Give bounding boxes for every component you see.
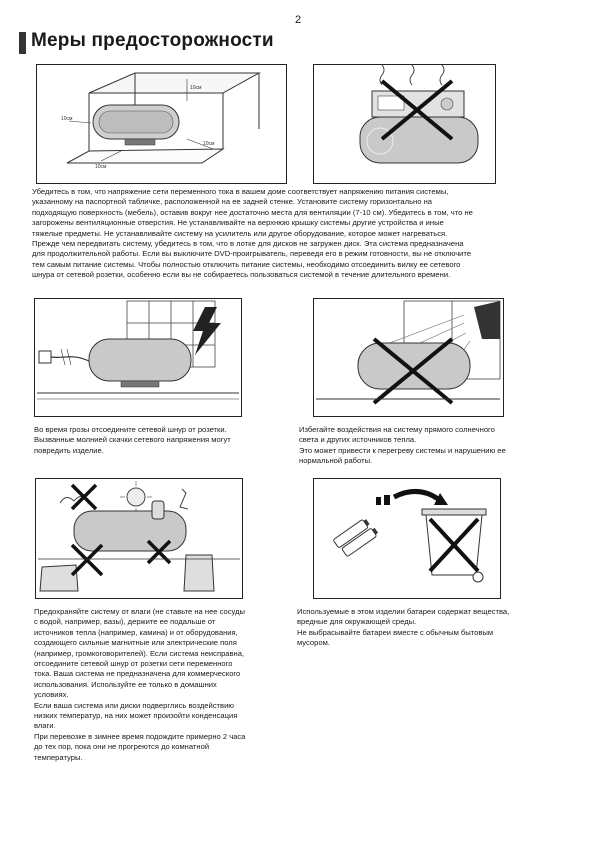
text-line: с водой, например, вазы), держите ее подальше от [34, 617, 216, 627]
dim-label-bottom: 10см [95, 164, 107, 170]
moisture-heat-illustration [35, 478, 243, 599]
text-line: подходящую поверхность (мебель), оставив вокруг нее достаточно места для вентиляции (7-10 см). Убедитесь в том, что не [32, 207, 473, 217]
dim-label-left: 10см [61, 116, 73, 122]
storm-warning-paragraph [34, 425, 264, 456]
text-line: Во время грозы отсоедините сетевой шнур от розетки. [34, 425, 227, 434]
moisture-warning-paragraph [34, 607, 270, 763]
text-line: загорожены вентиляционные отверстия. Не устанавливайте на верхнюю крышку системы другие устройства и иные [32, 218, 444, 228]
text-line: тока. Ваша система не предназначена для коммерческого [34, 669, 241, 679]
text-line: условиях. [34, 690, 69, 700]
text-line: Прежде чем передвигать систему, убедитесь в том, что в лотке для дисков не загружен диск. Эта система предназначена [32, 239, 464, 249]
text-line: для продолжительной работы. Если вы выключите DVD-проигрыватель, переведя его в режим готовности, вы не отключите [32, 249, 472, 259]
text-line: шнура от сетевой розетки, особенно если вы не собираетесь пользоваться системой в течение длительного времени. [32, 270, 451, 280]
text-line: Это может привести к перегреву системы и нарушению ее [299, 445, 506, 455]
intro-paragraph [32, 187, 567, 281]
text-line: влаги. [34, 721, 56, 731]
sunlight-warning-paragraph [299, 425, 559, 467]
text-line: При перевозке в зимнее время подождите примерно 2 часа [34, 731, 246, 741]
text-line: Не выбрасывайте батареи вместе с обычным бытовым [297, 627, 494, 637]
battery-disposal-illustration [313, 478, 501, 599]
text-line: указанному на паспортной табличке, расположенной на ее задней стенке. Установите систему горизонтально на [32, 197, 432, 207]
text-line: Избегайте воздействия на систему прямого солнечного [299, 425, 495, 434]
text-line: (например, громкоговорителей). Если система неисправна, [34, 648, 245, 658]
text-line: повредить изделие. [34, 445, 104, 455]
text-line: Предохраняйте систему от влаги (не ставьте на нее сосуды [34, 607, 245, 616]
text-line: света и других источников тепла. [299, 435, 417, 445]
text-line: тем самым питание системы. Чтобы полностью отключить питание системы, необходимо отсоединить вилку ее сетевого [32, 259, 461, 269]
no-stacking-on-amplifier-illustration [313, 64, 496, 184]
text-line: Убедитесь в том, что напряжение сети переменного тока в вашем доме соответствует напряжению питания системы, [32, 187, 449, 196]
text-line: источников тепла (например, камина) и от оборудования, [34, 627, 238, 637]
battery-warning-paragraph [297, 607, 567, 649]
text-line: отсоедините сетевой шнур от розетки сети переменного [34, 659, 233, 669]
dim-label-top: 10см [190, 85, 202, 91]
text-line: Используемые в этом изделии батареи содержат вещества, [297, 607, 510, 616]
text-line: тяжелые предметы. Не устанавливайте систему на усилитель или другое оборудование, которое может нагреваться. [32, 228, 448, 238]
ventilation-clearance-illustration [36, 64, 287, 184]
avoid-sunlight-illustration [313, 298, 504, 417]
text-line: мусором. [297, 638, 330, 648]
text-line: Если ваша система или диски подверглись воздействию [34, 700, 235, 710]
text-line: низких температур, на них может произойти конденсация [34, 711, 238, 721]
title-accent-bar [19, 32, 26, 54]
text-line: до тех пор, пока они не прогреются до комнатной [34, 742, 210, 752]
text-line: использования. Используйте ее только в домашних [34, 679, 217, 689]
text-line: нормальной работы. [299, 456, 373, 466]
text-line: температуры. [34, 752, 83, 762]
lightning-unplug-illustration [34, 298, 242, 417]
dim-label-right: 10см [203, 141, 215, 147]
text-line: создающего сильные магнитные или электрические поля [34, 638, 237, 648]
text-line: Вызванные молнией скачки сетевого напряжения могут [34, 435, 231, 445]
page-title: Меры предосторожности [31, 30, 274, 51]
text-line: вредные для окружающей среды. [297, 617, 417, 627]
page-number: 2 [295, 14, 302, 26]
